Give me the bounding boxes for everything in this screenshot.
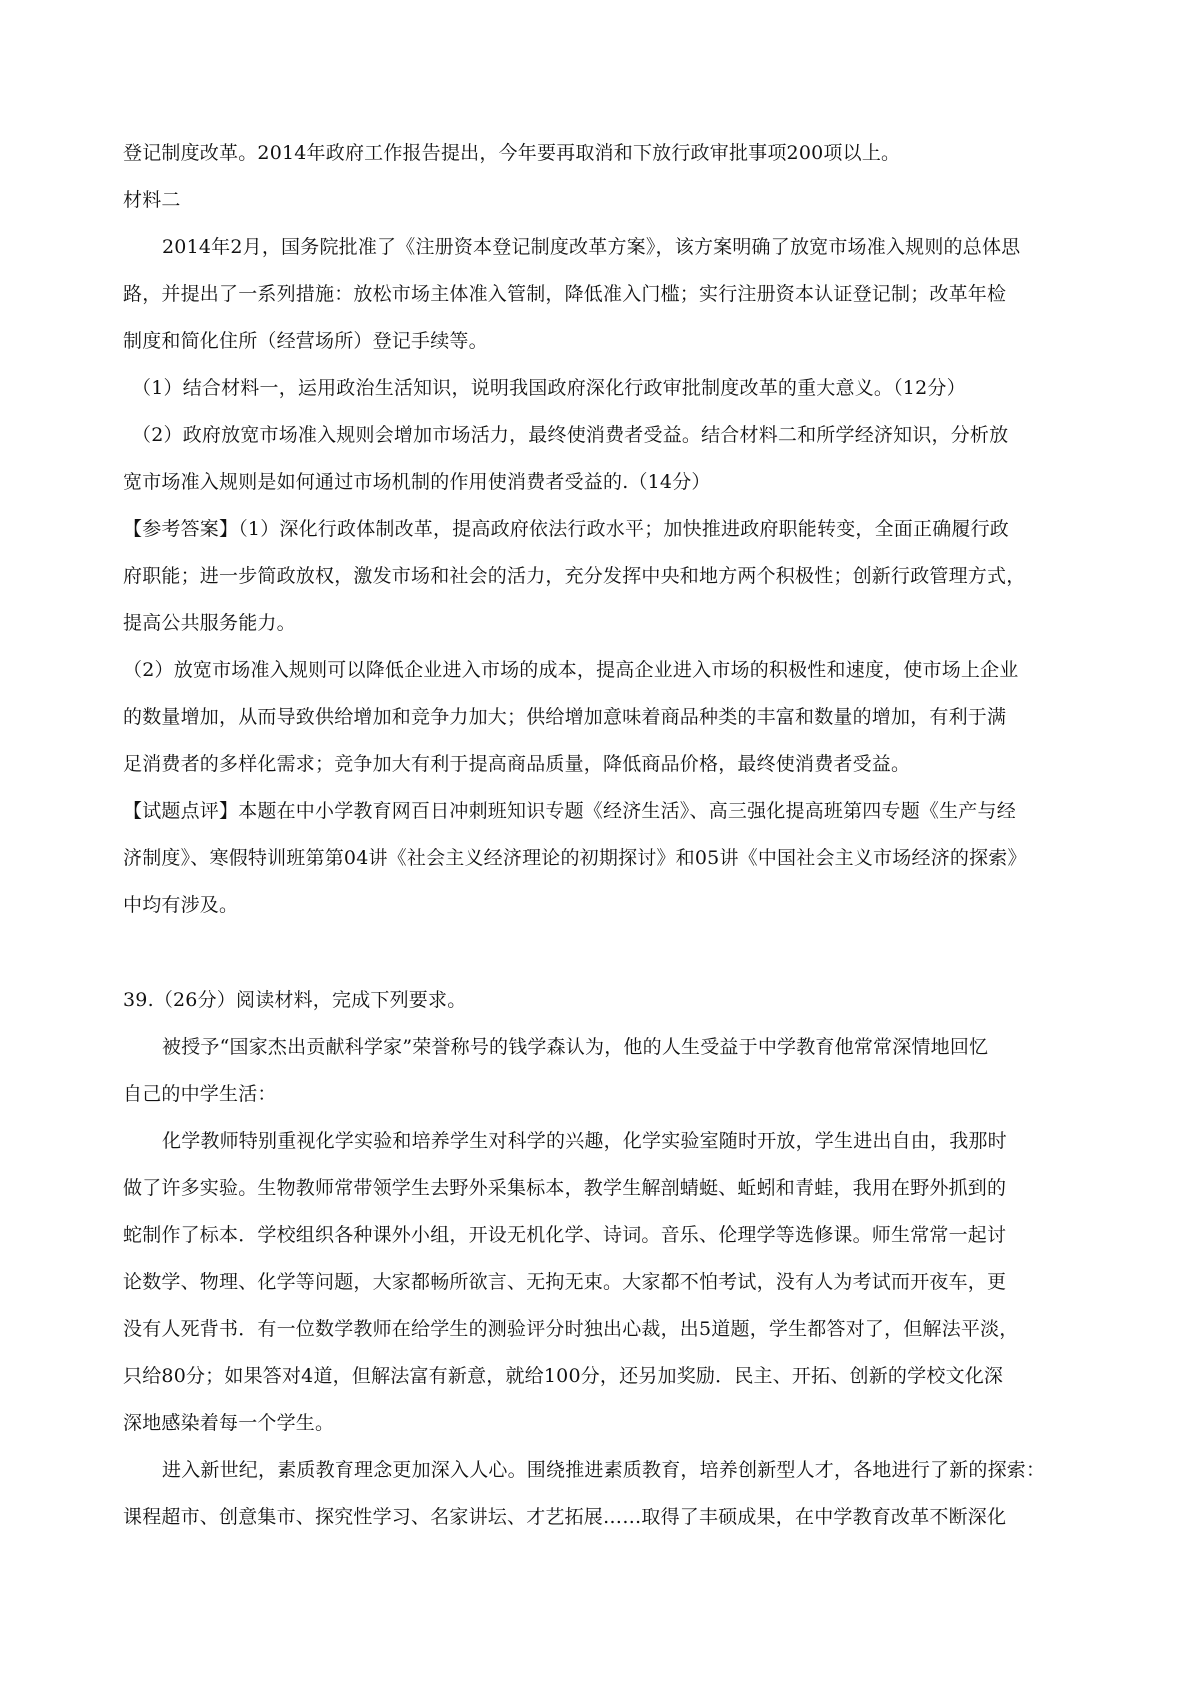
- text-line: 没有人死背书．有一位数学教师在给学生的测验评分时独出心裁，出5道题，学生都答对了，但解法平淡，: [123, 1318, 1019, 1340]
- text-line: 课程超市、创意集市、探究性学习、名家讲坛、才艺拓展……取得了丰硕成果，在中学教育改革不断深化: [123, 1506, 1007, 1528]
- question-1: （1）结合材料一，运用政治生活知识，说明我国政府深化行政审批制度改革的重大意义。（12分）: [132, 377, 966, 399]
- text-line: 化学教师特别重视化学实验和培养学生对科学的兴趣，化学实验室随时开放，学生进出自由，我那时: [162, 1130, 1007, 1152]
- text-line: 中均有涉及。: [123, 894, 239, 916]
- text-line: 足消费者的多样化需求；竞争加大有利于提高商品质量，降低商品价格，最终使消费者受益。: [123, 753, 911, 775]
- answer-2: （2）放宽市场准入规则可以降低企业进入市场的成本，提高企业进入市场的积极性和速度，使市场上企业: [123, 659, 1019, 681]
- text-line: 自己的中学生活：: [123, 1083, 277, 1105]
- text-line: 路，并提出了一系列措施：放松市场主体准入管制，降低准入门槛；实行注册资本认证登记制；改革年检: [123, 283, 1007, 305]
- text-line: 蛇制作了标本．学校组织各种课外小组，开设无机化学、诗词。音乐、伦理学等选修课。师生常常一起讨: [123, 1224, 1007, 1246]
- comment-heading: 【试题点评】本题在中小学教育网百日冲刺班知识专题《经济生活》、高三强化提高班第四专题《生产与经: [123, 800, 1016, 822]
- text-line: 做了许多实验。生物教师常带领学生去野外采集标本，教学生解剖蜻蜓、蚯蚓和青蛙，我用在野外抓到的: [123, 1177, 1007, 1199]
- question-39-heading: 39.（26分）阅读材料，完成下列要求。: [123, 989, 467, 1011]
- text-line: 进入新世纪，素质教育理念更加深入人心。围绕推进素质教育，培养创新型人才，各地进行了新的探索：: [162, 1459, 1046, 1481]
- question-2: （2）政府放宽市场准入规则会增加市场活力，最终使消费者受益。结合材料二和所学经济知识，分析放: [132, 424, 1009, 446]
- text-line: 2014年2月，国务院批准了《注册资本登记制度改革方案》，该方案明确了放宽市场准入规则的总体思: [162, 236, 1021, 258]
- text-line: 提高公共服务能力。: [123, 612, 296, 634]
- text-line: 的数量增加，从而导致供给增加和竞争力加大；供给增加意味着商品种类的丰富和数量的增加，有利于满: [123, 706, 1007, 728]
- text-line: 府职能；进一步简政放权，激发市场和社会的活力，充分发挥中央和地方两个积极性；创新行政管理方式，: [123, 565, 1026, 587]
- answer-heading: 【参考答案】（1）深化行政体制改革，提高政府依法行政水平；加快推进政府职能转变，全面正确履行政: [123, 518, 1009, 540]
- text-line: 登记制度改革。2014年政府工作报告提出，今年要再取消和下放行政审批事项200项以上。: [123, 142, 901, 164]
- text-line: 被授予“国家杰出贡献科学家”荣誉称号的钱学森认为，他的人生受益于中学教育他常常深情地回忆: [162, 1036, 989, 1058]
- text-line: 宽市场准入规则是如何通过市场机制的作用使消费者受益的.（14分）: [123, 471, 711, 493]
- text-line: 制度和简化住所（经营场所）登记手续等。: [123, 330, 488, 352]
- text-line: 只给80分；如果答对4道，但解法富有新意，就给100分，还另加奖励．民主、开拓、创新的学校文化深: [123, 1365, 1004, 1387]
- text-line: 济制度》、寒假特训班第第04讲《社会主义经济理论的初期探讨》和05讲《中国社会主义市场经济的探索》: [123, 847, 1027, 869]
- text-line: 论数学、物理、化学等问题，大家都畅所欲言、无拘无束。大家都不怕考试，没有人为考试而开夜车，更: [123, 1271, 1007, 1293]
- section-label: 材料二: [123, 189, 181, 211]
- text-line: 深地感染着每一个学生。: [123, 1412, 335, 1434]
